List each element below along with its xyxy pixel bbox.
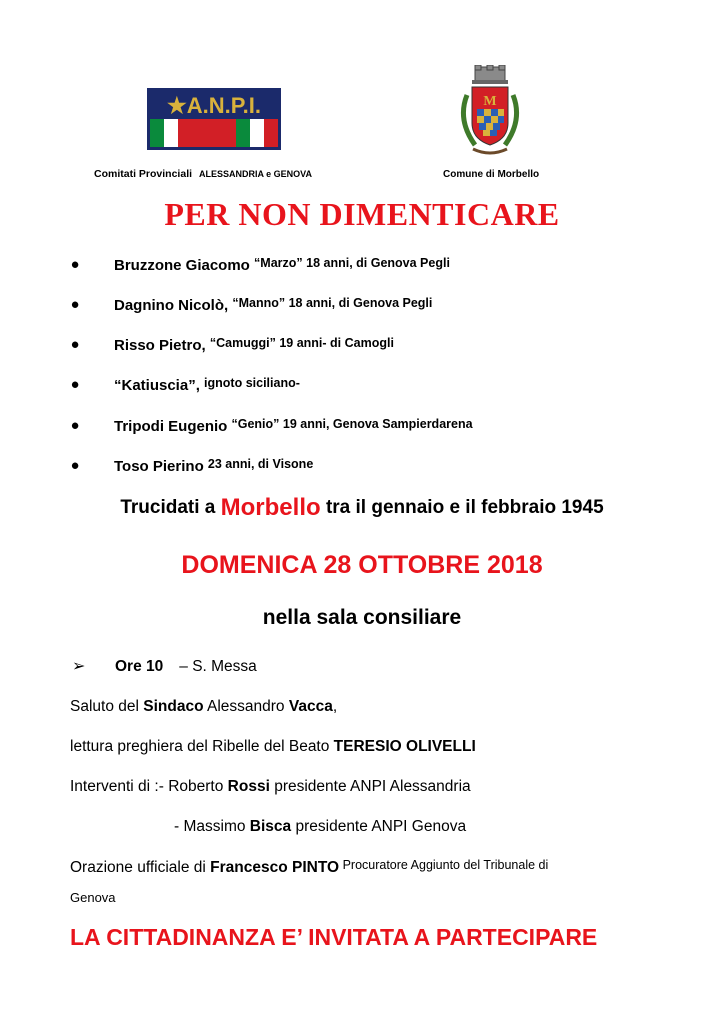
massacre-place: Morbello <box>220 494 321 521</box>
list-item: Bruzzone Giacomo $^{“Marzo” 18 anni, di Genova Pegli}$ <box>114 256 450 274</box>
bullet-icon: ● <box>70 457 80 474</box>
anpi-caption: Comitati Provinciali ALESSANDRIA e GENOVA <box>94 168 312 180</box>
bullet-icon: ● <box>70 417 80 434</box>
arrow-icon: ➢ <box>72 658 86 675</box>
closing-invitation: LA CITTADINANZA E’ INVITATA A PARTECIPARE <box>70 924 598 950</box>
massacre-line: Trucidati a Morbello tra il gennaio e il febbraio 1945 <box>120 494 604 521</box>
lettura-line: lettura preghiera del Ribelle del Beato TERESIO OLIVELLI <box>70 738 476 755</box>
comune-caption: Comune di Morbello <box>443 169 540 180</box>
list-item: Tripodi Eugenio $^{“Genio” 19 anni, Genova Sampierdarena}$ <box>114 417 473 435</box>
coat-of-arms-logo <box>455 65 525 160</box>
list-item: “Katiuscia”, $^{ignoto siciliano-}$ <box>114 376 300 394</box>
anpi-logo-text: ★A.N.P.I. <box>167 93 261 118</box>
anpi-logo <box>147 88 281 150</box>
event-venue: nella sala consiliare <box>262 606 462 629</box>
list-item: Risso Pietro, $^{“Camuggi” 19 anni- di Camogli}$ <box>114 336 394 354</box>
orazione-line-cont: Genova <box>70 890 116 905</box>
page-title: PER NON DIMENTICARE <box>164 196 560 232</box>
bullet-icon: ● <box>70 336 80 353</box>
list-item: Toso Pierino $^{23 anni, di Visone}$ <box>114 457 314 475</box>
interventi-line: Interventi di :- Roberto Rossi presidente ANPI Alessandria <box>70 778 471 795</box>
orazione-line: Orazione ufficiale di Francesco PINTO Procuratore Aggiunto del Tribunale di <box>70 858 549 876</box>
bullet-icon: ● <box>70 376 80 393</box>
coat-of-arms-letter: M <box>483 94 497 109</box>
anpi-logo-graphic <box>147 88 281 150</box>
bullet-icon: ● <box>70 256 80 273</box>
schedule-time-line: Ore 10 – S. Messa <box>115 658 257 675</box>
list-item: Dagnino Nicolò, $^{“Manno” 18 anni, di Genova Pegli}$ <box>114 296 433 314</box>
bullet-icon: ● <box>70 296 80 313</box>
interventi-line-2: - Massimo Bisca presidente ANPI Genova <box>174 818 467 835</box>
coat-of-arms-graphic <box>455 65 525 160</box>
event-date: DOMENICA 28 OTTOBRE 2018 <box>181 551 543 579</box>
saluto-line: Saluto del Sindaco Alessandro Vacca, <box>70 698 338 715</box>
